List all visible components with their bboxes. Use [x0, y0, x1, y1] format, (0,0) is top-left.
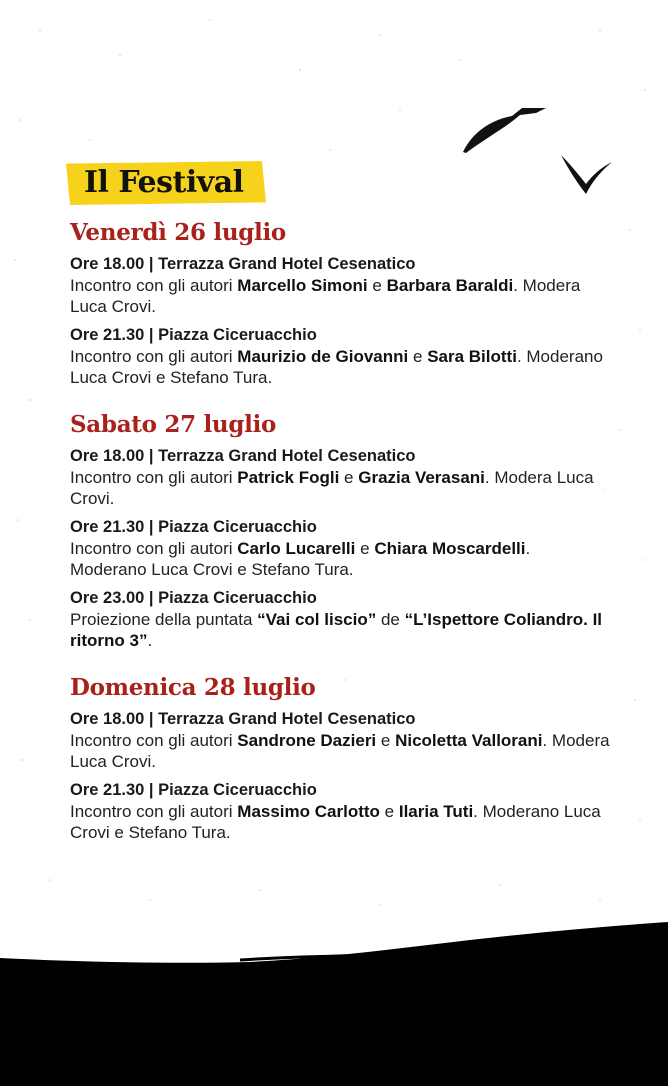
event-series-title: “L’Ispettore Coliandro. Il ritorno 3” [70, 610, 603, 650]
event-conjunction: e [412, 347, 423, 366]
event-author: Patrick Fogli [237, 468, 340, 487]
event-author: Carlo Lucarelli [237, 539, 356, 558]
day-title: Sabato 27 luglio [70, 411, 277, 438]
day-title: Venerdì 26 luglio [70, 219, 286, 246]
event-separator: | [148, 781, 154, 799]
event-outro: . [147, 631, 153, 650]
event-author: Marcello Simoni [237, 276, 368, 295]
day-title: Domenica 28 luglio [70, 674, 316, 701]
seagull-icon [561, 155, 612, 194]
event-description [70, 275, 610, 317]
event-item [70, 254, 610, 317]
event-description [70, 801, 610, 843]
event-description [70, 609, 610, 651]
event-author: Grazia Verasani [358, 468, 485, 487]
event-venue: Piazza Ciceruacchio [158, 518, 317, 536]
event-separator: | [148, 326, 154, 344]
event-author: Sandrone Dazieri [237, 731, 377, 750]
event-header [70, 325, 610, 346]
event-outro: . Modera Luca Crovi. [70, 731, 610, 771]
event-venue: Piazza Ciceruacchio [158, 589, 317, 607]
event-time: Ore 18.00 [70, 710, 145, 728]
event-description [70, 467, 610, 509]
event-description [70, 538, 610, 580]
day-block [70, 218, 610, 388]
event-description [70, 730, 610, 772]
event-venue: Terrazza Grand Hotel Cesenatico [158, 255, 416, 273]
event-item [70, 588, 610, 651]
event-intro: Proiezione della puntata [70, 610, 253, 629]
event-conjunction: e [384, 802, 395, 821]
day-block [70, 410, 610, 651]
event-intro: Incontro con gli autori [70, 468, 233, 487]
event-intro: Incontro con gli autori [70, 539, 233, 558]
event-item [70, 517, 610, 580]
event-header [70, 709, 610, 730]
event-header [70, 517, 610, 538]
event-intro: Incontro con gli autori [70, 347, 233, 366]
event-outro: . Modera Luca Crovi. [70, 276, 581, 316]
event-separator: | [148, 447, 154, 465]
day-block [70, 673, 610, 843]
event-intro: Incontro con gli autori [70, 731, 233, 750]
page-title: Il Festival [84, 165, 244, 200]
event-intro: Incontro con gli autori [70, 802, 233, 821]
event-conjunction: e [372, 276, 382, 295]
event-separator: | [148, 255, 154, 273]
event-author: Nicoletta Vallorani [395, 731, 543, 750]
event-time: Ore 23.00 [70, 589, 145, 607]
event-item [70, 446, 610, 509]
event-author: Massimo Carlotto [237, 802, 380, 821]
event-show-title: “Vai col liscio” [257, 610, 377, 629]
schedule [70, 218, 610, 865]
event-header [70, 588, 610, 609]
event-author: Maurizio de Giovanni [237, 347, 409, 366]
event-header [70, 780, 610, 801]
event-outro: . Moderano Luca Crovi e Stefano Tura. [70, 802, 601, 842]
event-conjunction: e [360, 539, 370, 558]
event-time: Ore 21.30 [70, 326, 145, 344]
bottom-brush-wave [0, 918, 668, 1086]
event-author: Sara Bilotti [427, 347, 517, 366]
event-item [70, 780, 610, 843]
event-outro: . Moderano Luca Crovi e Stefano Tura. [70, 347, 603, 387]
event-outro: . Modera Luca Crovi. [70, 468, 594, 508]
event-author: Barbara Baraldi [386, 276, 514, 295]
event-time: Ore 18.00 [70, 255, 145, 273]
event-author: Chiara Moscardelli [374, 539, 526, 558]
event-author: Ilaria Tuti [398, 802, 474, 821]
event-conjunction: de [380, 610, 400, 629]
event-time: Ore 21.30 [70, 781, 145, 799]
event-description [70, 346, 610, 388]
event-separator: | [148, 710, 154, 728]
event-time: Ore 21.30 [70, 518, 145, 536]
event-venue: Piazza Ciceruacchio [158, 781, 317, 799]
event-header [70, 254, 610, 275]
event-venue: Terrazza Grand Hotel Cesenatico [158, 710, 416, 728]
event-conjunction: e [344, 468, 354, 487]
event-item [70, 709, 610, 772]
event-outro: . Moderano Luca Crovi e Stefano Tura. [70, 539, 531, 579]
event-venue: Terrazza Grand Hotel Cesenatico [158, 447, 416, 465]
event-separator: | [148, 589, 154, 607]
event-separator: | [148, 518, 154, 536]
event-header [70, 446, 610, 467]
seagull-icon [463, 108, 546, 153]
event-time: Ore 18.00 [70, 447, 145, 465]
event-intro: Incontro con gli autori [70, 276, 233, 295]
event-conjunction: e [380, 731, 391, 750]
event-venue: Piazza Ciceruacchio [158, 326, 317, 344]
event-item [70, 325, 610, 388]
